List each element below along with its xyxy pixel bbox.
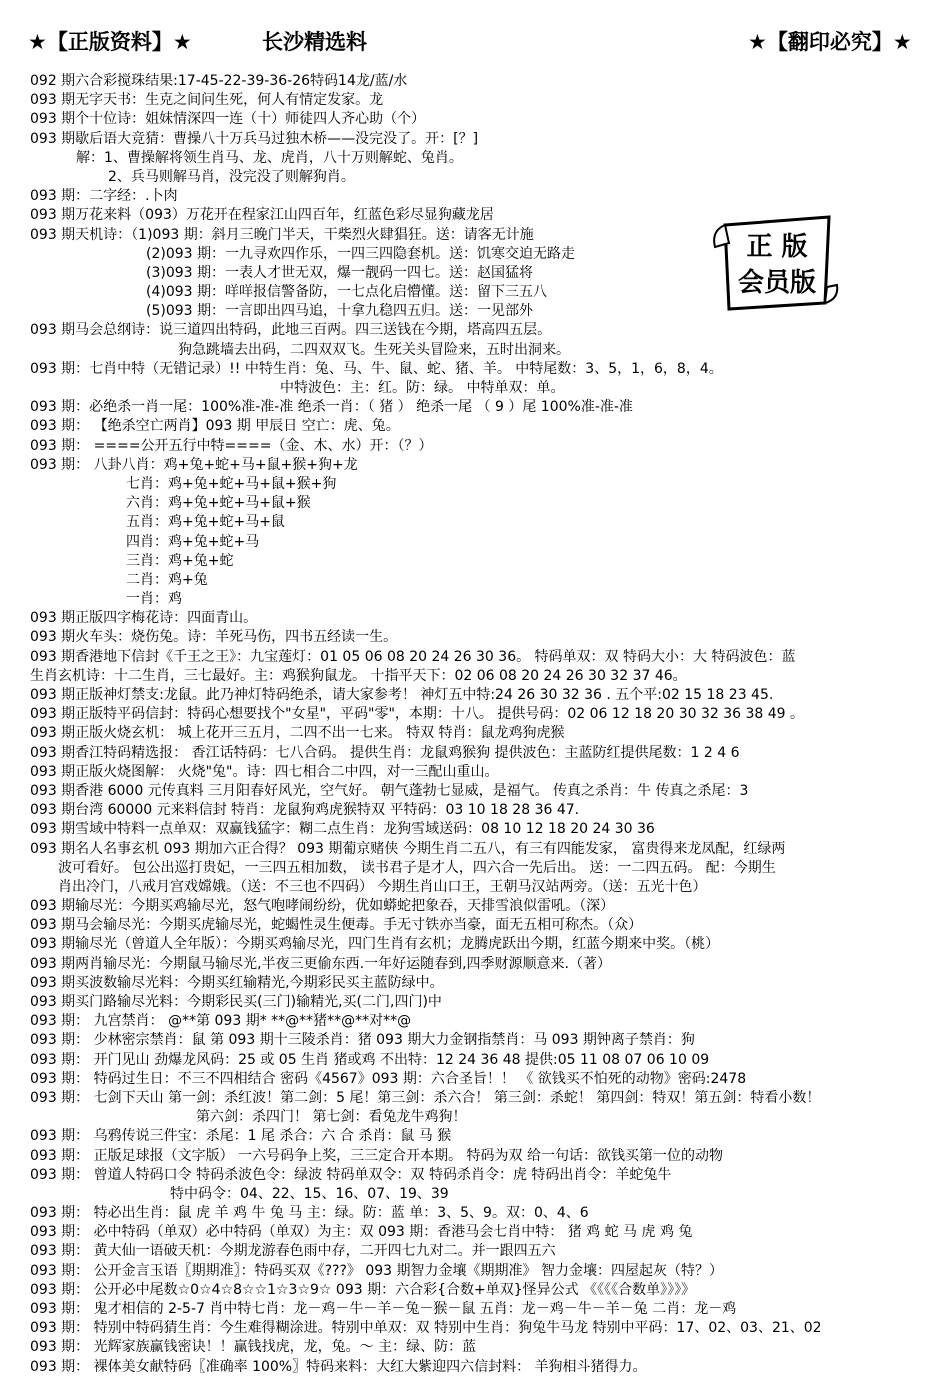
text-line: 093 期输尽光（曾道人全年版）：今期买鸡输尽光，四门生肖有玄机；龙腾虎跃出今期，红蓝今期来中奖。（桃） [30,936,720,953]
text-line: 093 期： 八卦八肖：鸡+兔+蛇+马+鼠+猴+狗+龙 [30,456,358,473]
text-line: 093 期：二字经：.卜肉 [30,188,178,205]
text-line: 093 期歇后语大竞猜：曹操八十万兵马过独木桥——没完没了。开：[？] [30,130,479,147]
stamp-line-2: 会员版 [737,268,817,298]
text-line: 一肖：鸡 [126,591,182,608]
text-line: 093 期香江特码精选报： 香江话特码：七八合码。 提供生肖：龙鼠鸡猴狗 提供波色：主蓝防红提供尾数：1 2 4 6 [30,744,740,761]
text-line: 五肖：鸡+兔+蛇+马+鼠 [126,514,285,531]
text-line: 093 期输尽光：今期买鸡输尽光，怒气咆哮闹纷纷，优如蟒蛇把象吞，天排雪浪似雷吼。（深） [30,898,615,915]
text-line: 第六剑：杀四门！ 第七剑：看兔龙牛鸡狗！ [196,1109,467,1126]
member-edition-stamp [707,203,847,323]
text-line: 六肖：鸡+兔+蛇+马+鼠+猴 [126,495,311,512]
text-line: 093 期：必绝杀一肖一尾：100%准-准-准 绝杀一肖：（ 猪 ） 绝杀一尾 （ 9 ）尾 100%准-准-准 [30,399,633,416]
text-line: 092 期六合彩搅珠结果:17-45-22-39-36-26特码14龙/蓝/水 [30,73,408,89]
header-right-tag: ★【翻印必究】★ [748,30,912,54]
text-line: 093 期正版神灯禁支:龙鼠。此乃神灯特码绝杀，请大家参考！ 神灯五中特:24 26 30 32 36 . 五个平:02 15 18 23 45. [30,687,774,703]
text-line: 093 期名人名事玄机 093 期加六正合得？ 093 期葡京赌侠 今期生肖二五八，有三有四能发家， 富贵得来龙凤配，红绿两 [30,840,786,857]
text-line: 093 期： 光辉家族赢钱密诀！！赢钱找虎，龙，兔。～ 主：绿、防：蓝 [30,1339,477,1356]
text-line: 093 期：七肖中特（无错记录）!! 中特生肖：兔、马、牛、鼠、蛇、猪、羊。 中特尾数：3、5，1，6，8，4。 [30,360,723,377]
text-line: 中特波色：主：红。防：绿。 中特单双：单。 [280,380,565,396]
text-line: 093 期正版四字梅花诗：四面青山。 [30,610,258,627]
text-line: 093 期正版特平码信封：特码心想要找个"女星"，平码"零"，本期：十八。 提供号码：02 06 12 18 20 30 32 36 38 49 。 [30,706,805,723]
text-line: 093 期香港地下信封《千王之王》：九宝莲灯：01 05 06 08 20 24 26 30 36。 特码单双：双 特码大小：大 特码波色：蓝 [30,648,796,665]
text-line: 093 期： 少林密宗禁肖：鼠 第 093 期十三陵杀肖：猪 093 期大力金钢指禁肖：马 093 期钟离子禁肖：狗 [30,1032,695,1049]
text-line: 093 期马会输尽光：今期买虎输尽光，蛇蝎性灵生便毒。手无寸铁亦当豪，面无五相可称杰。（众） [30,917,643,934]
page-title: 长沙精选料 [262,30,367,54]
text-line: (2)093 期：一九寻欢四作乐，一四三四隐套机。送：饥寒交迫无路走 [146,245,576,262]
text-line: 093 期： 曾道人特码口令 特码杀波色令：绿波 特码单双令：双 特码杀肖令：虎 特码出肖令：羊蛇兔牛 [30,1166,672,1183]
text-line: 093 期： 公开金言玉语〖期期准〗：特码买双《???》 093 期智力金壤《期期准》 智力金壤：四屋起灰（特？） [30,1262,723,1279]
text-line: 093 期无字天书：生克之间问生死，何人有情定发家。龙 [30,92,384,109]
text-line: 093 期正版火烧玄机： 城上花开三五月，二四不出一七来。 特双 特肖：鼠龙鸡狗虎猴 [30,725,565,742]
stamp-line-1: 正 版 [746,232,808,262]
text-line: 生肖玄机诗：十二生肖，三七最好。主：鸡猴狗鼠龙。 十指平天下：02 06 08 20 24 26 30 32 37 46。 [30,667,687,684]
text-line: 093 期： 【绝杀空亡两肖】093 期 甲辰日 空亡：虎、兔。 [30,418,400,435]
text-line: 093 期雪域中特料一点单双：双赢钱猛字：糊二点生肖：龙狗雪域送码：08 10 12 18 20 24 30 36 [30,821,655,838]
text-line: 特中码令：04、22、15、16、07、19、39 [170,1185,449,1202]
text-line: 四肖：鸡+兔+蛇+马 [126,533,260,550]
text-line: 093 期两肖输尽光：今期鼠马输尽光,半夜三更偷东西.一年好运随春到,四季财源顺意来.（著） [30,955,611,972]
text-line: 093 期： 开门见山 劲爆龙风码：25 或 05 生肖 猪或鸡 不出特：12 24 36 48 提供:05 11 08 07 06 10 09 [30,1051,710,1068]
text-line: 狗急跳墙去出码，二四双双飞。生死关头冒险来，五时出洞来。 [178,341,570,358]
text-line: 093 期个十位诗：姐妹情深四一连（十）师徒四人齐心助（个） [30,111,426,128]
text-line: 093 期天机诗：（1)093 期：斜月三晚门半天，干柴烈火肆猖狂。送：请客无计施 [30,226,534,243]
text-line: 093 期： 裸体美女献特码〖准确率 100%〗特码来料：大红大紫迎四六信封料： 羊狗相斗猪得力。 [30,1358,647,1375]
scroll-right-curl [825,285,837,303]
text-line: 093 期： 鬼才相信的 2-5-7 肖中特七肖：龙－鸡－牛－羊－兔－猴－鼠 五肖：龙－鸡－牛－羊－兔 二肖：龙－鸡 [30,1301,737,1317]
text-line: (4)093 期：咩咩报信警备防，一七点化启懵懂。送：留下三五八 [146,284,548,301]
text-line: 093 期： 特必出生肖：鼠 虎 羊 鸡 牛 兔 马 主：绿。防：蓝 单：3、5、9。双：0、4、6 [30,1205,589,1222]
text-line: 093 期： 特码过生日：不三不四相结合 密码《4567》093 期：六合圣旨！！ 《 欲钱买不怕死的动物》密码:2478 [30,1070,747,1087]
text-line: 093 期买波数输尽光料：今期买红输精光,今期彩民买主蓝防绿中。 [30,974,444,991]
text-line: 093 期香港 6000 元传真料 三月阳春好风光，空气好。 朝气蓬勃七显威，是福气。 传真之杀肖：牛 传真之杀尾：3 [30,782,749,799]
text-line: 093 期： 九宫禁肖： @**第 093 期* **@**猪**@**对**@ [30,1013,412,1030]
text-line: 093 期： 黄大仙一语破天机：今期龙游春色雨中存，二开四七九对二。并一跟四五六 [30,1243,556,1260]
text-line: 093 期： 特别中特码猜生肖：今生难得糊涂进。特别中单双：双 特别中生肖：狗兔牛马龙 特别中平码：17、02、03、21、02 [30,1320,822,1337]
text-line: 093 期： 公开必中尾数☆0☆4☆8☆☆1☆3☆9☆ 093 期：六合彩{合数+单双}怪异公式 《《《《合数单》》》》 [30,1281,696,1298]
text-line: 093 期马会总纲诗：说三道四出特码，此地三百两。四三送钱在今期，塔高四五层。 [30,322,552,339]
text-line: 093 期： 七剑下天山 第一剑：杀红波！第二剑：5 尾！第三剑：杀六合！ 第三剑：杀蛇！ 第四剑：特双！第五剑：特看小数！ [30,1089,821,1106]
text-line: 解：1、曹操解将领生肖马、龙、虎肖，八十万则解蛇、兔肖。 [76,149,463,166]
text-line: 2、兵马则解马肖，没完没了则解狗肖。 [108,168,355,185]
text-line: 三肖：鸡+兔+蛇 [126,552,234,569]
text-line: (5)093 期：一言即出四马追，十拿九稳四五归。送：一见部外 [146,303,534,320]
text-line: 093 期： 乌鸦传说三件宝：杀尾：1 尾 杀合：六 合 杀肖：鼠 马 猴 [30,1128,452,1145]
text-line: 七肖：鸡+兔+蛇+马+鼠+猴+狗 [126,475,337,492]
text-line: 肖出冷门，八戒月宫戏嫦娥。（送：不三也不四码） 今期生肖山口王，王朝马汉站两旁。（送：五光十色） [58,878,707,895]
text-line: 093 期火车头：烧伤兔。诗：羊死马伤，四书五经读一生。 [30,629,398,646]
text-line: 093 期万花来料（093）万花开在程家江山四百年，红蓝色彩尽显狗藏龙居 [30,207,494,224]
text-line: 093 期台湾 60000 元来料信封 特肖：龙鼠狗鸡虎猴特双 平特码：03 10 18 28 36 47. [30,802,580,819]
text-line: 093 期正版火烧图解： 火烧"兔"。诗：四七相合二中四，对一三配山重山。 [30,763,499,780]
text-line: 093 期： 正版足球报（文字版） 一六号码争上奖，三三定合开本期。 特码为双 给一句话：欲钱买第一位的动物 [30,1147,723,1164]
text-line: (3)093 期：一表人才世无双，爆一靓码一四七。送：赵国猛将 [146,264,534,281]
text-line: 093 期： ====公开五行中特====（金、木、水）开：（？） [30,437,433,454]
text-line: 波可看好。 包公出巡打贵妃，一三四五相加数， 读书君子是才人，四六合一先后出。 送：一二四五码。 配：今期生 [58,859,776,876]
header-left-tag: ★【正版资料】★ [28,30,192,54]
text-line: 二肖：鸡+兔 [126,571,208,588]
text-line: 093 期买门路输尽光料：今期彩民买(三门)输精光,买(二门,四门)中 [30,994,442,1010]
text-line: 093 期： 必中特码（单双）必中特码（单双）为主：双 093 期：香港马会七肖中特： 猪 鸡 蛇 马 虎 鸡 兔 [30,1224,693,1241]
